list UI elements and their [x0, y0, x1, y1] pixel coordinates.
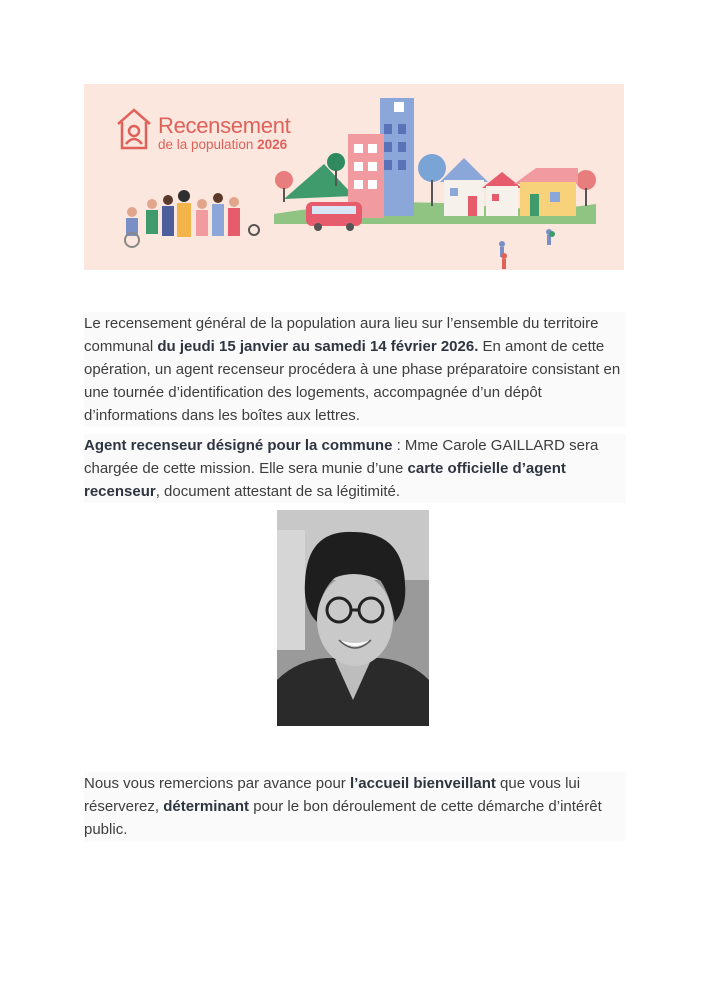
intro-text-2: En amont de cette opération, un agent recenseur procédera à une phase préparatoire consistant en une tournée d’identification des logements, accompagnée d’un dépôt d’informations dans les boîtes aux lettres.	[84, 338, 621, 424]
people-group	[125, 190, 259, 247]
banner-subtitle	[158, 137, 287, 152]
closing-paragraph	[84, 772, 626, 841]
closing-text-2: que vous lui réserverez,	[84, 775, 581, 815]
welcome-emphasis: l’accueil bienveillant	[349, 775, 496, 792]
banner-subtitle-prefix: de la population	[158, 137, 254, 152]
official-card: carte officielle d’agent recenseur	[84, 460, 566, 500]
closing-text-3: pour le bon déroulement de cette démarche d’intérêt public.	[84, 798, 602, 838]
agent-text-2: , document attestant de sa légitimité.	[155, 483, 401, 500]
census-banner	[84, 84, 624, 270]
agent-photo	[277, 510, 429, 726]
banner-title: Recensement	[158, 113, 291, 138]
agent-label: Agent recenseur désigné pour la commune	[84, 437, 393, 454]
census-dates: du jeudi 15 janvier au samedi 14 février 2026.	[157, 338, 479, 355]
closing-text-1: Nous vous remercions par avance pour	[84, 775, 350, 792]
determining-emphasis: déterminant	[163, 798, 250, 815]
intro-text-1: Le recensement général de la population aura lieu sur l’ensemble du territoire communal	[84, 315, 599, 355]
city-illustration	[84, 84, 624, 270]
house-logo-icon	[118, 110, 150, 148]
banner-year: 2026	[257, 137, 288, 152]
intro-paragraph	[84, 312, 626, 427]
agent-text-1: : Mme Carole GAILLARD sera chargée de cette mission. Elle sera munie d’une	[84, 437, 599, 477]
agent-paragraph	[84, 434, 626, 503]
